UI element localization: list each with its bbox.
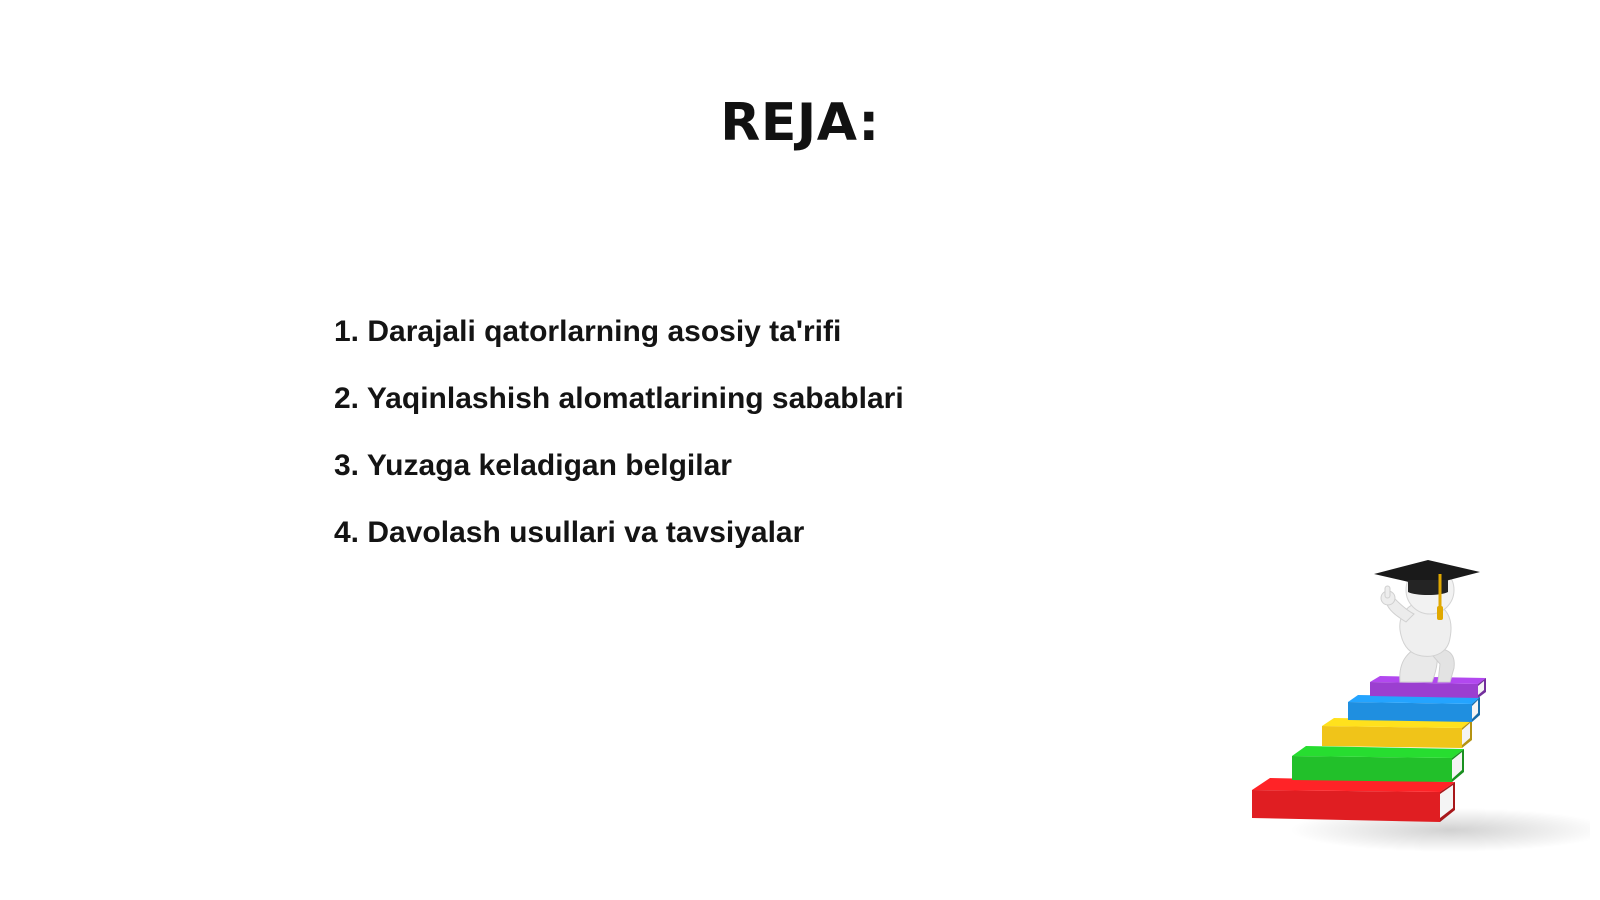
list-item-text: Davolash usullari va tavsiyalar bbox=[367, 516, 805, 549]
book-blue bbox=[1348, 695, 1480, 722]
list-item-text: Darajali qatorlarning asosiy ta'rifi bbox=[367, 315, 842, 348]
list-item-number: 3. bbox=[334, 449, 360, 482]
list-item-text: Yuzaga keladigan belgilar bbox=[366, 449, 732, 482]
list-item bbox=[334, 312, 904, 352]
list-item bbox=[334, 513, 904, 553]
book-red bbox=[1252, 778, 1455, 822]
page-title: REJA: bbox=[720, 93, 880, 153]
graduate-figure bbox=[1374, 560, 1480, 682]
list-item bbox=[334, 446, 904, 486]
list-item bbox=[334, 379, 904, 419]
list-item-number: 2. bbox=[334, 382, 360, 415]
graduate-on-books-icon bbox=[1250, 560, 1590, 860]
book-green bbox=[1292, 746, 1464, 782]
book-yellow bbox=[1322, 718, 1472, 748]
plan-list bbox=[334, 312, 904, 580]
list-item-number: 4. bbox=[334, 516, 360, 549]
list-item-number: 1. bbox=[334, 315, 360, 348]
list-item-text: Yaqinlashish alomatlarining sabablari bbox=[366, 382, 904, 415]
